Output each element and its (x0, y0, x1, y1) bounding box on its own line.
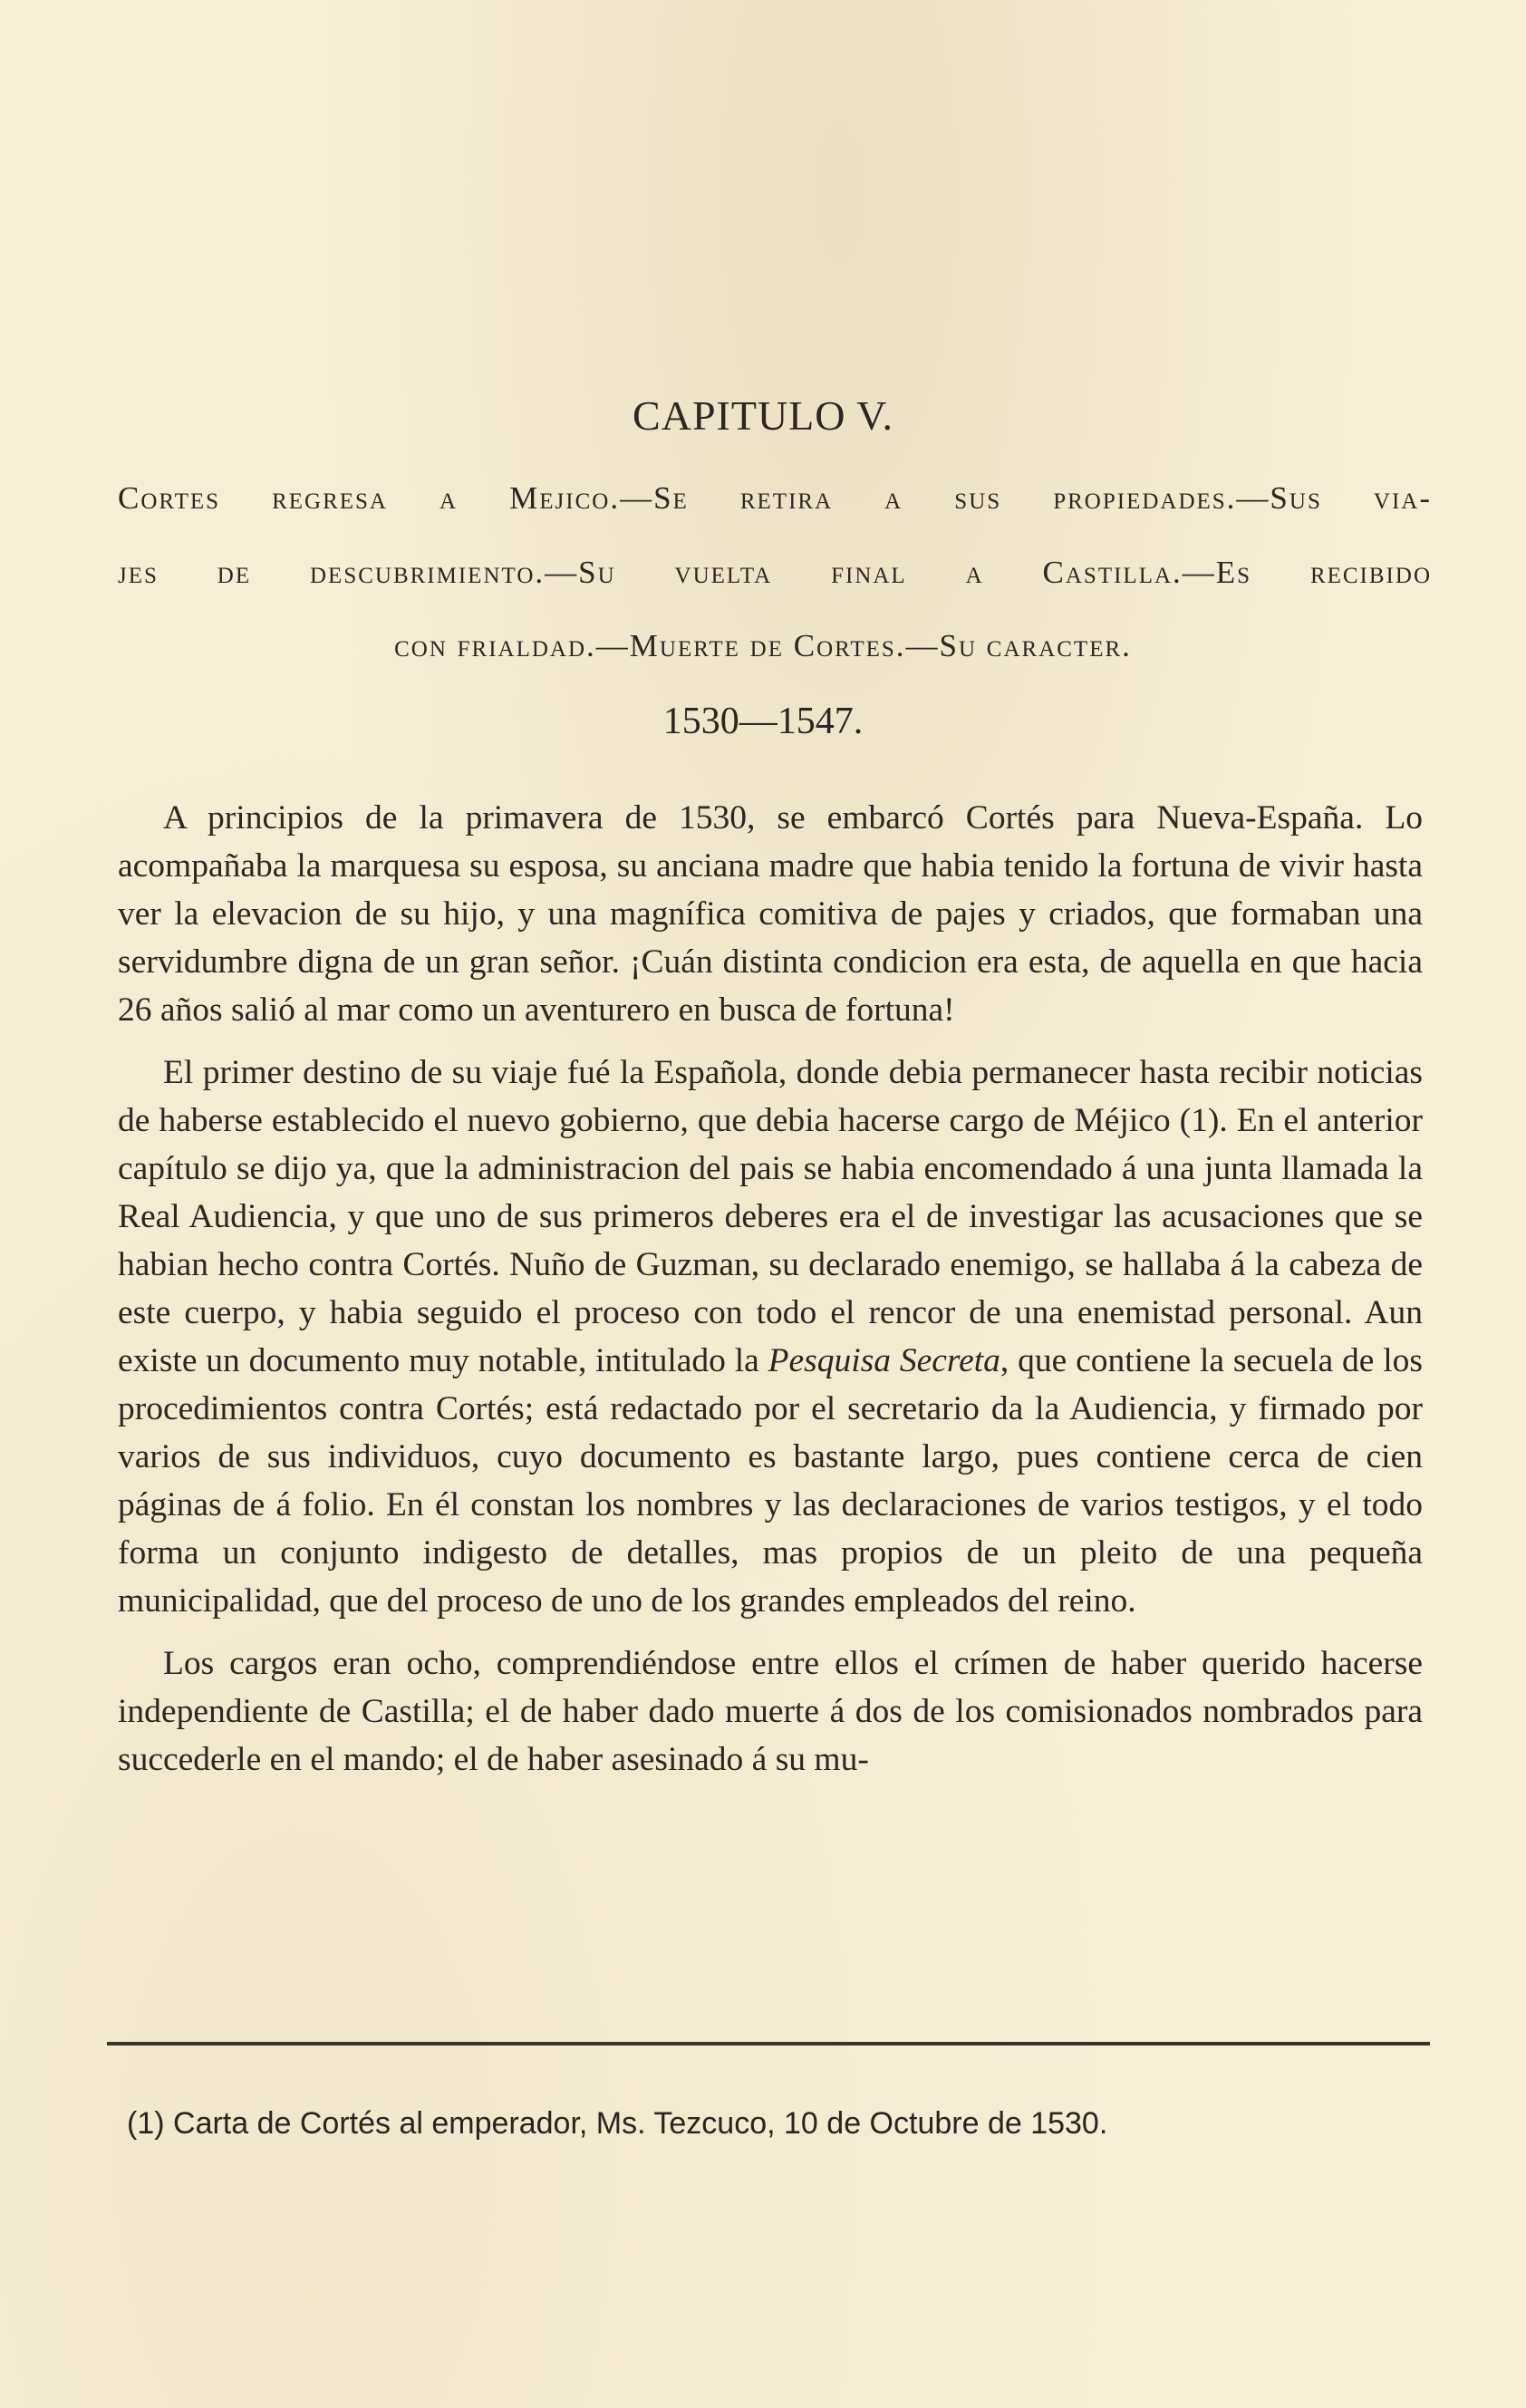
chapter-title: CAPITULO V. (633, 392, 893, 439)
chapter-years: 1530—1547. (662, 701, 864, 742)
chapter-summary-line-2: jes de descubrimiento.—Su vuelta final a Castilla.—Es recibido (118, 555, 1432, 590)
paragraph-2-text-a: El primer destino de su viaje fué la Española, donde debia permanecer hasta recibir noticias de haberse establecido el nuevo gobierno, que debia hacerse cargo de Méjico (1). En el anterior capítulo se dijo ya, que la administracion del pais se habia encomendado á una junta llamada la Real Audiencia, y que uno de sus primeros deberes era el de investigar las acusaciones que se habian hecho contra Cortés. Nuño de Guzman, su declarado enemigo, se hallaba á la cabeza de este cuerpo, y habia seguido el proceso con todo el rencor de una enemistad personal. Aun existe un documento muy notable, intitulado la (118, 1054, 1423, 1379)
footnote-text: Carta de Cortés al emperador, Ms. Tezcuco, 10 de Octubre de 1530. (173, 2106, 1108, 2141)
paragraph-2-text-b: , que contiene la secuela de los procedimientos contra Cortés; está redactado por el secretario da la Audiencia, y firmado por varios de sus individuos, cuyo documento es bastante largo, pues contiene cerca de cien páginas de á folio. En él constan los nombres y las declaraciones de varios testigos, y el todo forma un conjunto indigesto de detalles, mas propios de un pleito de una pequeña municipalidad, que del proceso de uno de los grandes empleados del reino. (118, 1342, 1423, 1620)
footnote-divider (107, 2042, 1430, 2045)
chapter-summary-line-1: Cortes regresa a Mejico.—Se retira a sus propiedades.—Sus via- (118, 480, 1432, 516)
paragraph-1: A principios de la primavera de 1530, se embarcó Cortés para Nueva-España. Lo acompañaba la marquesa su esposa, su anciana madre que habia tenido la fortuna de vivir hasta ver la elevacion de su hijo, y una magnífica comitiva de pajes y criados, que formaban una servidumbre digna de un gran señor. ¡Cuán distinta condicion era esta, de aquella en que hacia 26 años salió al mar como un aventurero en busca de fortuna! (118, 799, 1423, 1029)
body-text (118, 794, 1423, 1798)
footnote-marker: (1) (127, 2106, 165, 2141)
paragraph-3: Los cargos eran ocho, comprendiéndose entre ellos el crímen de haber querido hacerse independiente de Castilla; el de haber dado muerte á dos de los comisionados nombrados para succederle en el mando; el de haber asesinado á su mu- (118, 1645, 1423, 1778)
paragraph-2 (118, 1049, 1423, 1625)
chapter-summary-line-3: con frialdad.—Muerte de Cortes.—Su caracter. (394, 628, 1132, 663)
paragraph-2-italic-title: Pesquisa Secreta (768, 1342, 1000, 1379)
footnote (127, 2106, 1414, 2142)
